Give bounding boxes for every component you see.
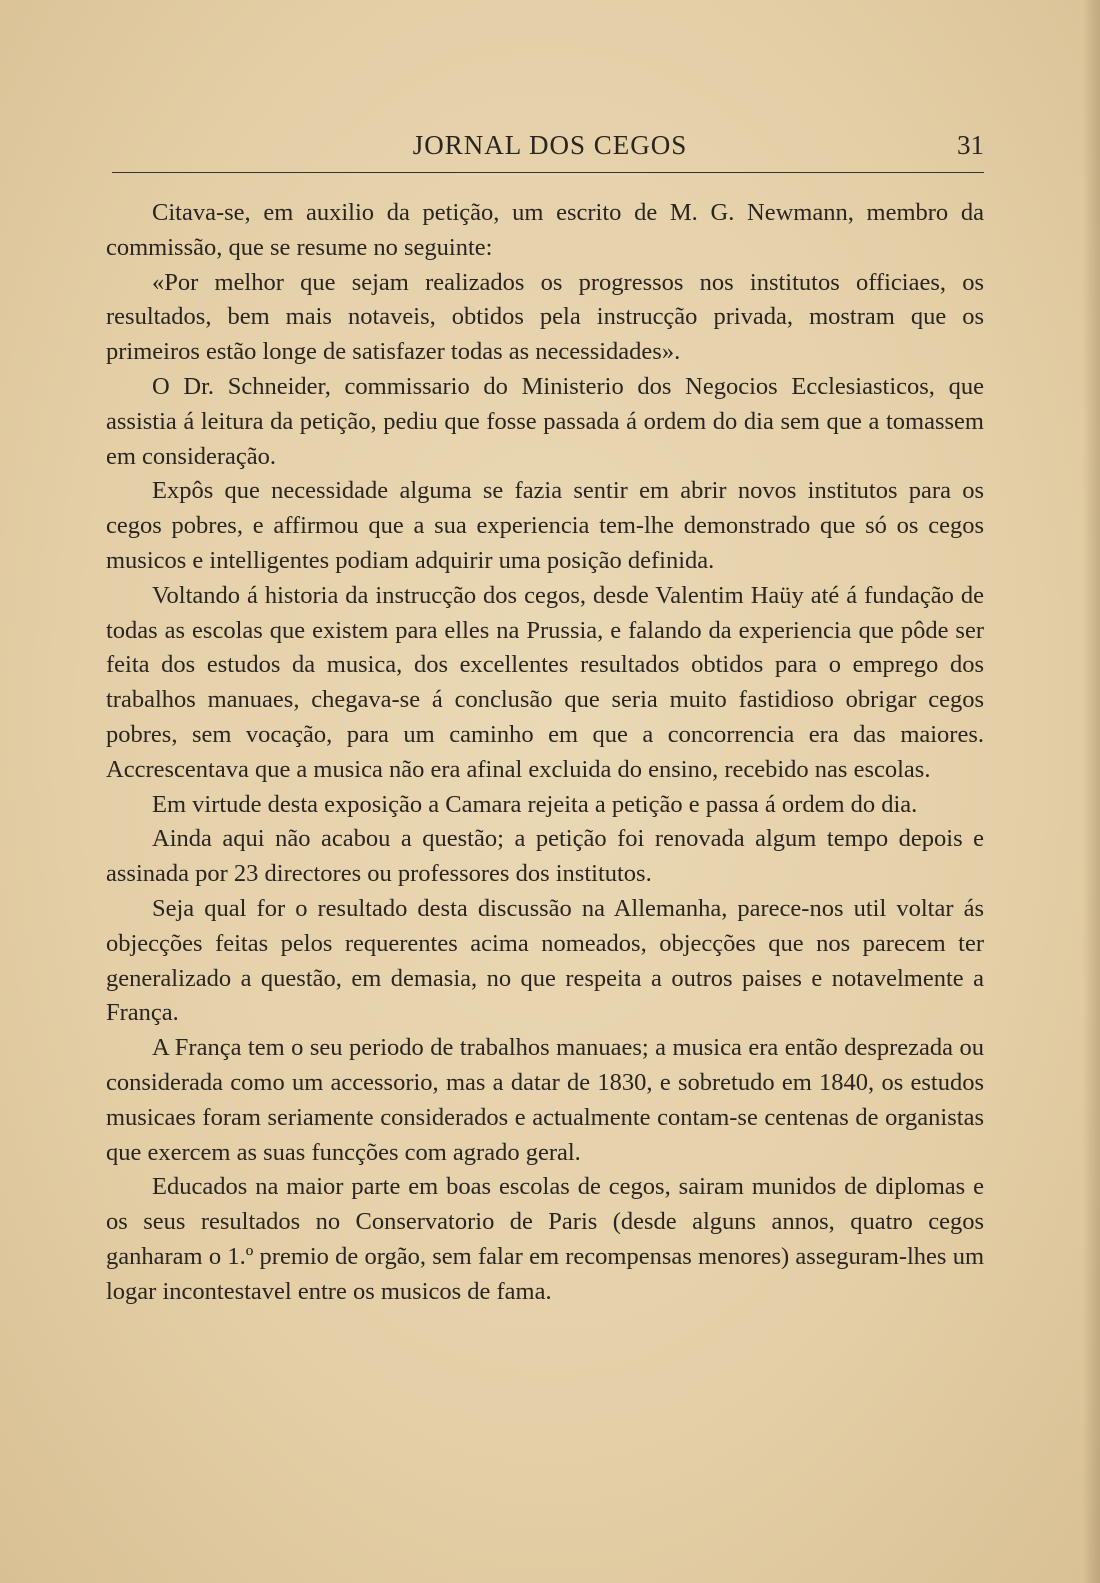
paragraph: Citava-se, em auxilio da petição, um escrito de M. G. Newmann, membro da commissão, que se resume no seguinte: — [106, 199, 984, 261]
body-text — [106, 196, 984, 1310]
paragraph: Seja qual for o resultado desta discussão na Allemanha, parece-nos util voltar ás objecções feitas pelos requerentes acima nomeados, objecções que nos parecem ter generalizado a questão, em demasia, no que respeita a outros paises e notavelmente a França. — [106, 894, 984, 1027]
page-number: 31 — [957, 130, 984, 160]
paragraph: A França tem o seu periodo de trabalhos manuaes; a musica era então desprezada ou considerada como um accessorio, mas a datar de 1830, e sobretudo em 1840, os estudos musicaes foram seriamente considerados e actualmente contam-se centenas de organistas que exercem as suas funcções com agrado geral. — [106, 1034, 984, 1166]
page-edge-shadow — [1082, 0, 1100, 1583]
page-header — [110, 124, 990, 174]
paragraph: Educados na maior parte em boas escolas de cegos, sairam munidos de diplomas e os seus resultados no Conservatorio de Paris (desde alguns annos, quatro cegos ganharam o 1.º premio de orgão, sem falar em recompensas menores) asseguram-lhes um logar incontestavel entre os musicos de fama. — [106, 1173, 984, 1305]
paragraph: Expôs que necessidade alguma se fazia sentir em abrir novos institutos para os cegos pobres, e affirmou que a sua experiencia tem-lhe demonstrado que só os cegos musicos e intelligentes podiam adquirir uma posição definida. — [106, 477, 984, 574]
paragraph: Em virtude desta exposição a Camara rejeita a petição e passa á ordem do dia. — [152, 790, 918, 818]
header-rule — [112, 172, 984, 173]
paragraph: O Dr. Schneider, commissario do Ministerio dos Negocios Ecclesiasticos, que assistia á leitura da petição, pediu que fosse passada á ordem do dia sem que a tomassem em consideração. — [106, 372, 984, 470]
paragraph: «Por melhor que sejam realizados os progressos nos institutos officiaes, os resultados, bem mais notaveis, obtidos pela instrucção privada, mostram que os primeiros estão longe de satisfazer todas as necessidades». — [106, 268, 984, 366]
paragraph: Ainda aqui não acabou a questão; a petição foi renovada algum tempo depois e assinada por 23 directores ou professores dos institutos. — [106, 825, 984, 888]
running-title: JORNAL DOS CEGOS — [412, 130, 688, 160]
paragraph: Voltando á historia da instrucção dos cegos, desde Valentim Haüy até á fundação de todas as escolas que existem para elles na Prussia, e falando da experiencia que pôde ser feita dos estudos da musica, dos excellentes resultados obtidos para o emprego dos trabalhos manuaes, chegava-se á conclusão que seria muito fastidioso obrigar cegos pobres, sem vocação, para um caminho em que a concorrencia era das maiores. Accrescentava que a musica não era afinal excluida do ensino, recebido nas escolas. — [106, 581, 984, 783]
